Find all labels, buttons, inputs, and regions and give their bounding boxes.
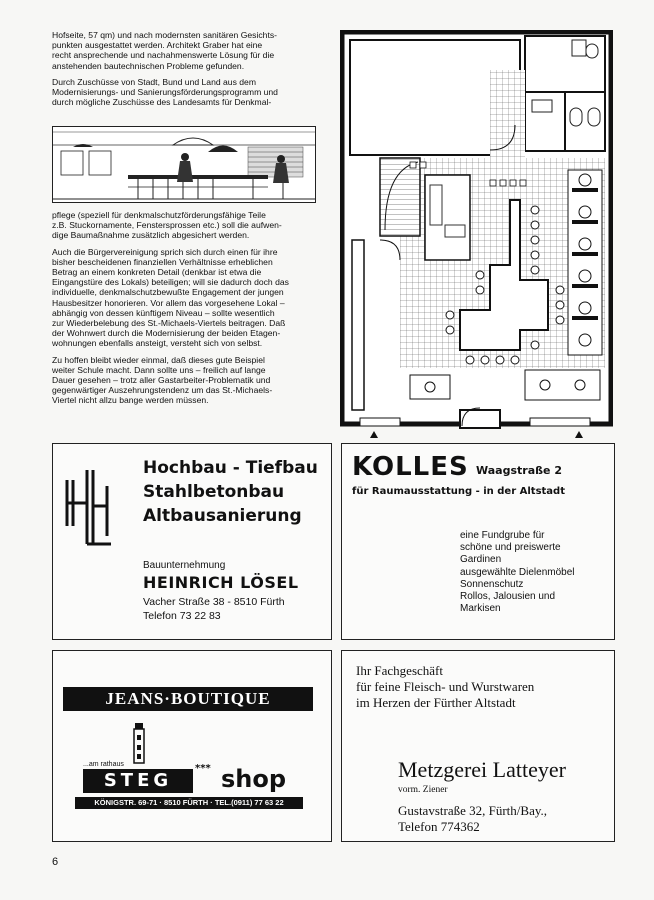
- kolles-items: eine Fundgrube für schöne und preiswerte Gardinen ausgewählte Dielenmöbel Sonnenschutz Rollos, Jalousien und Markisen: [460, 530, 575, 615]
- latteyer-line1: Ihr Fachgeschäft: [356, 663, 443, 678]
- loesel-line1: Hochbau - Tiefbau: [143, 458, 318, 478]
- kolles-tagline: für Raumausstattung - in der Altstadt: [352, 486, 565, 497]
- floor-plan: [340, 30, 613, 438]
- para-2: Durch Zuschüsse von Stadt, Bund und Land aus dem Modernisierungs- und Sanierungsförderungsprogramm und durch mögliche Zuschüsse des Landesamts für Denkmal-: [52, 76, 278, 108]
- loesel-small: Bauunternehmung: [143, 560, 226, 571]
- para-5: Zu hoffen bleibt wieder einmal, daß dieses gute Beispiel weiter Schule macht. Dann sollte uns – freilich auf lange Dauer gesehen – trotz aller Gastarbeiter-Problematik und gegenwärtiger Auszehrungstendenz um das St.-Michaels- Viertel nicht allzu bange werden müssen.: [52, 354, 273, 406]
- ad-kolles: [341, 443, 615, 640]
- ad-latteyer: [341, 650, 615, 842]
- latteyer-sub: vorm. Ziener: [398, 785, 448, 795]
- para-3: pflege (speziell für denkmalschutzförderungsfähige Teile z.B. Stuckornamente, Fenstersprossen etc.) soll die aufwen- dige Baumaßnahme zusätzlich abgesichert werden.: [52, 210, 282, 241]
- jeans-shop: shop: [221, 765, 287, 793]
- loesel-address: Vacher Straße 38 - 8510 Fürth: [143, 596, 285, 608]
- bar-interior-sketch: [52, 126, 316, 203]
- ad-jeans-boutique: [52, 650, 332, 842]
- kolles-street: Waagstraße 2: [476, 464, 562, 477]
- latteyer-address: Gustavstraße 32, Fürth/Bay.,: [398, 803, 547, 818]
- loesel-name: HEINRICH LÖSEL: [143, 573, 299, 592]
- article-bottom: [52, 210, 320, 412]
- jeans-title: JEANS·BOUTIQUE: [63, 687, 313, 711]
- latteyer-name: Metzgerei Latteyer: [398, 757, 566, 782]
- rathaus-tower-icon: [131, 721, 147, 765]
- page-number: 6: [52, 856, 59, 868]
- loesel-phone: Telefon 73 22 83: [143, 610, 221, 622]
- jeans-address: KÖNIGSTR. 69-71 · 8510 FÜRTH · TEL.(0911) 77 63 22: [75, 797, 303, 809]
- latteyer-line2: für feine Fleisch- und Wurstwaren: [356, 679, 535, 694]
- para-4: Auch die Bürgervereinigung sprich sich durch einen für ihre bisher bescheidenen finanziellen Verhältnisse erheblichen Betrag an einem konkreten Detail (denkbar ist etwa die Eingangstüre des Lokals) beteiligen; will sie dadurch doch das individuelle, denkmalschutzbewußte Engagement der jungen Hausbesitzer honorieren. Vor allem das vorgesehene Lokal – abhängig von dessen künftigem Niveau – sollte wesentlich zur Wiederbelebung des St.-Michaels-Viertels beitragen. Daß der Wohnwert durch die Modernisierung der beiden Etagen- wohnungen ebenfalls ansteigt, versteht sich von selbst.: [52, 246, 289, 349]
- article-top: [52, 30, 320, 113]
- jeans-stars: ***: [195, 763, 211, 774]
- ad-loesel: [52, 443, 332, 640]
- latteyer-line3: im Herzen der Fürther Altstadt: [356, 695, 516, 710]
- kolles-name: KOLLES: [352, 452, 469, 482]
- loesel-line2: Stahlbetonbau: [143, 482, 285, 502]
- latteyer-phone: Telefon 774362: [398, 819, 480, 834]
- jeans-small: ...am rathaus: [83, 761, 124, 768]
- para-1: Hofseite, 57 qm) und nach modernsten sanitären Gesichts- punkten ausgestattet werden. Architekt Graber hat eine recht ansprechende und nachahmenswerte Lösung für die anstehenden bautechnischen Probleme gefunden.: [52, 30, 277, 71]
- loesel-logo-icon: [63, 466, 115, 548]
- loesel-line3: Altbausanierung: [143, 506, 302, 526]
- jeans-brand: STEG: [83, 769, 193, 793]
